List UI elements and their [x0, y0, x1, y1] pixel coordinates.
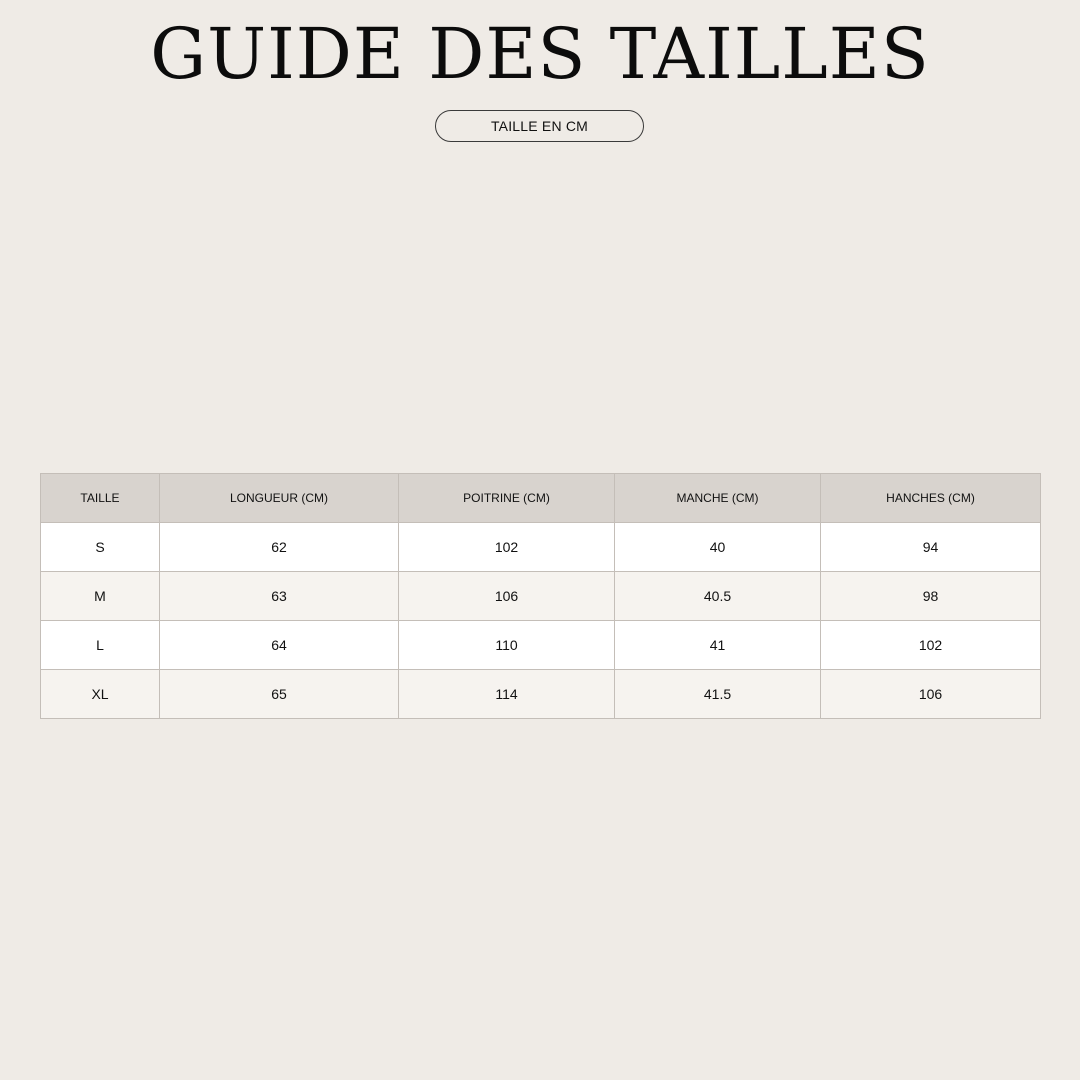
cell-hanches: 94: [821, 523, 1041, 572]
table-header-row: [41, 474, 1041, 523]
header-poitrine: POITRINE (CM): [399, 474, 615, 523]
cell-size: L: [41, 621, 160, 670]
cell-size: S: [41, 523, 160, 572]
cell-hanches: 106: [821, 670, 1041, 719]
cell-poitrine: 102: [399, 523, 615, 572]
table-row: [41, 523, 1041, 572]
cell-hanches: 102: [821, 621, 1041, 670]
cell-longueur: 63: [160, 572, 399, 621]
cell-hanches: 98: [821, 572, 1041, 621]
cell-size: XL: [41, 670, 160, 719]
cell-longueur: 65: [160, 670, 399, 719]
size-table: [40, 473, 1041, 719]
header-manche: MANCHE (CM): [615, 474, 821, 523]
unit-badge-label: TAILLE EN CM: [490, 118, 589, 134]
header-hanches: HANCHES (CM): [821, 474, 1041, 523]
cell-poitrine: 110: [399, 621, 615, 670]
table-row: [41, 572, 1041, 621]
cell-manche: 40: [615, 523, 821, 572]
cell-manche: 40.5: [615, 572, 821, 621]
cell-size: M: [41, 572, 160, 621]
header-longueur: LONGUEUR (CM): [160, 474, 399, 523]
cell-manche: 41: [615, 621, 821, 670]
cell-longueur: 62: [160, 523, 399, 572]
table-row: [41, 670, 1041, 719]
table-row: [41, 621, 1041, 670]
unit-badge: [435, 110, 644, 142]
cell-manche: 41.5: [615, 670, 821, 719]
cell-poitrine: 106: [399, 572, 615, 621]
cell-poitrine: 114: [399, 670, 615, 719]
header-taille: TAILLE: [41, 474, 160, 523]
page-title: GUIDE DES TAILLES: [150, 13, 930, 95]
cell-longueur: 64: [160, 621, 399, 670]
